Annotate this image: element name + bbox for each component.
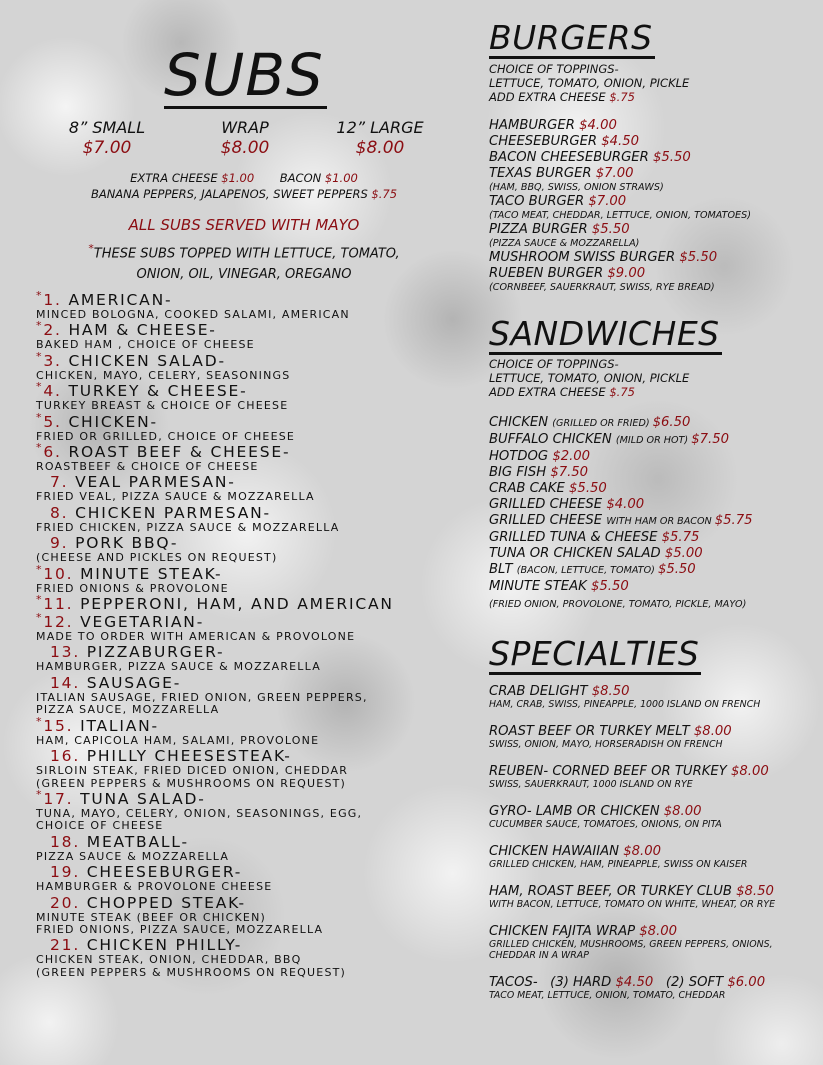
burgers-section — [489, 62, 809, 294]
tacos-hard-price: $4.50 — [615, 975, 654, 990]
sub-name-line — [36, 592, 456, 614]
sub-name-line — [36, 505, 456, 522]
sub-number: 19. — [50, 863, 87, 882]
sub-item — [36, 474, 456, 503]
specialty-name-line — [489, 884, 814, 899]
sub-desc: ITALIAN SAUSAGE, FRIED ONION, GREEN PEPPERS, PIZZA SAUCE, MOZZARELLA — [36, 690, 368, 717]
sub-name-line — [36, 895, 456, 912]
sub-name: CHICKEN- — [68, 412, 158, 431]
sub-number: 16. — [50, 747, 87, 766]
topped-note-text: THESE SUBS TOPPED WITH LETTUCE, TOMATO, — [93, 246, 400, 262]
item-name: HOTDOG — [489, 449, 553, 464]
specialty-item — [489, 684, 814, 710]
minute-steak-note: (FRIED ONION, PROVOLONE, TOMATO, PICKLE, MAYO) — [489, 599, 747, 610]
topped-note — [36, 238, 452, 285]
sub-number: *3. — [36, 349, 69, 370]
sub-name: PHILLY CHEESESTEAK- — [86, 747, 292, 766]
item-price: $5.00 — [664, 546, 703, 561]
tacos-soft-label: (2) SOFT — [665, 975, 724, 990]
sub-name-line — [36, 535, 456, 552]
sandwich-item — [489, 546, 809, 562]
sub-number: *12. — [36, 610, 81, 632]
sandwich-item — [489, 513, 809, 530]
sub-desc: MINUTE STEAK (BEEF OR CHICKEN) FRIED ONIONS, PIZZA SAUCE, MOZZARELLA — [36, 910, 324, 936]
sandwich-item — [489, 579, 809, 595]
sub-number: *17. — [36, 787, 81, 808]
sub-name-line — [36, 288, 456, 309]
sub-name: PIZZABURGER- — [86, 643, 225, 662]
sub-item — [36, 675, 456, 717]
sub-desc: FRIED ONIONS & PROVOLONE — [36, 581, 229, 595]
size-large — [330, 118, 430, 158]
sub-desc: MINCED BOLOGNA, COOKED SALAMI, AMERICAN — [36, 308, 350, 321]
burger-line — [489, 250, 809, 266]
specialty-item — [489, 724, 814, 750]
sub-desc: (CHEESE AND PICKLES ON REQUEST) — [36, 551, 278, 565]
item-price: $5.50 — [591, 222, 630, 237]
sub-desc: HAM, CAPICOLA HAM, SALAMI, PROVOLONE — [36, 733, 320, 747]
burger-line — [489, 150, 809, 166]
tacos-line — [489, 975, 814, 990]
specialty-desc: SWISS, SAUERKRAUT, 1000 ISLAND ON RYE — [489, 779, 693, 790]
burger-item — [489, 266, 809, 294]
sub-name: CHICKEN PARMESAN- — [75, 503, 271, 522]
item-option: (BACON, LETTUCE, TOMATO) — [516, 565, 658, 576]
sub-item — [36, 834, 456, 863]
sub-item — [36, 440, 456, 474]
item-price: $5.50 — [679, 250, 718, 265]
burger-line — [489, 134, 809, 150]
sandwich-item — [489, 449, 809, 465]
sub-item — [36, 610, 456, 644]
item-name: MUSHROOM SWISS BURGER — [489, 250, 680, 265]
item-name: CRAB DELIGHT — [489, 684, 592, 699]
sub-desc: HAMBURGER, PIZZA SAUCE & MOZZARELLA — [36, 660, 321, 674]
asterisk: * — [36, 714, 44, 728]
asterisk: * — [36, 787, 44, 801]
burger-item — [489, 134, 809, 150]
intro-line: LETTUCE, TOMATO, ONION, PICKLE — [489, 76, 690, 90]
sub-item — [36, 535, 456, 564]
sandwich-item — [489, 432, 809, 449]
extra-cheese-label: ADD EXTRA CHEESE — [489, 385, 606, 399]
burger-line — [489, 222, 809, 238]
tacos-soft-price: $6.00 — [727, 975, 766, 990]
extra-cheese-line — [489, 90, 809, 104]
item-price: $7.50 — [691, 432, 729, 447]
sub-name: TURKEY & CHEESE- — [68, 382, 248, 401]
burger-item — [489, 250, 809, 266]
burger-line — [489, 194, 809, 210]
sub-name-line — [36, 349, 456, 370]
asterisk: * — [36, 562, 44, 576]
sub-name: PORK BBQ- — [75, 534, 179, 553]
size-price: $8.00 — [220, 138, 270, 158]
subs-title: SUBS — [164, 44, 327, 109]
sub-number: 8. — [50, 503, 76, 522]
item-name: HAMBURGER — [489, 118, 580, 133]
sandwich-item — [489, 562, 809, 579]
sub-number: 13. — [50, 643, 87, 662]
item-price: $2.00 — [552, 449, 591, 464]
sub-name-line — [36, 937, 456, 954]
sub-desc: FRIED OR GRILLED, CHOICE OF CHEESE — [36, 429, 296, 443]
size-price: $8.00 — [355, 138, 405, 158]
sub-name: CHOPPED STEAK- — [86, 893, 246, 912]
specialty-name-line — [489, 724, 814, 739]
item-name: BLT — [489, 562, 517, 577]
burger-line — [489, 118, 809, 134]
sub-name: VEAL PARMESAN- — [75, 473, 236, 492]
sub-number: 20. — [50, 893, 87, 912]
item-name: GRILLED CHEESE — [489, 513, 607, 528]
asterisk: * — [36, 288, 44, 302]
item-note: (HAM, BBQ, SWISS, ONION STRAWS) — [489, 182, 664, 193]
item-name: CRAB CAKE — [489, 481, 570, 496]
item-price: $9.00 — [607, 266, 646, 281]
sandwiches-title: SANDWICHES — [489, 314, 720, 353]
sub-desc: SIRLOIN STEAK, FRIED DICED ONION, CHEDDAR (GREEN PEPPERS & MUSHROOMS ON REQUEST) — [36, 764, 349, 790]
topped-note-line-2: ONION, OIL, VINEGAR, OREGANO — [136, 267, 352, 283]
item-note: (TACO MEAT, CHEDDAR, LETTUCE, ONION, TOMATOES) — [489, 210, 751, 221]
sub-name-line — [36, 319, 456, 340]
sub-name-line — [36, 410, 456, 431]
sub-item — [36, 787, 456, 833]
sub-desc: HAMBURGER & PROVOLONE CHEESE — [36, 880, 273, 894]
sub-name-line — [36, 834, 456, 851]
sandwich-item — [489, 481, 809, 497]
size-wrap — [210, 118, 280, 158]
specialty-desc: GRILLED CHICKEN, HAM, PINEAPPLE, SWISS ON KAISER — [489, 859, 748, 870]
item-option: (MILD OR HOT) — [615, 435, 692, 446]
item-name: ROAST BEEF OR TURKEY MELT — [489, 724, 694, 739]
item-name: CHEESEBURGER — [489, 134, 602, 149]
item-option: WITH HAM OR BACON — [606, 516, 715, 527]
sub-name: CHICKEN SALAD- — [68, 351, 226, 370]
sub-item — [36, 349, 456, 382]
extra-cheese-price: $1.00 — [221, 171, 255, 185]
asterisk: * — [88, 242, 94, 255]
item-name: BACON CHEESEBURGER — [489, 150, 653, 165]
item-price: $8.00 — [623, 844, 661, 859]
sandwich-item — [489, 497, 809, 513]
specialty-desc: WITH BACON, LETTUCE, TOMATO ON WHITE, WHEAT, OR RYE — [489, 899, 776, 910]
asterisk: * — [36, 440, 44, 454]
sub-name-line — [36, 864, 456, 881]
size-label: 8” SMALL — [68, 118, 146, 137]
sub-item — [36, 410, 456, 443]
item-option: (GRILLED OR FRIED) — [552, 418, 653, 429]
item-name: REUBEN- CORNED BEEF OR TURKEY — [489, 764, 731, 779]
asterisk: * — [36, 610, 44, 624]
sub-name: AMERICAN- — [68, 291, 173, 309]
sub-number: 9. — [50, 534, 76, 553]
sub-desc: FRIED CHICKEN, PIZZA SAUCE & MOZZARELLA — [36, 520, 340, 534]
item-name: TACO BURGER — [489, 194, 589, 209]
item-name: TUNA OR CHICKEN SALAD — [489, 546, 665, 561]
item-price: $4.00 — [579, 118, 617, 133]
sub-name: TUNA SALAD- — [80, 789, 206, 808]
sub-item — [36, 644, 456, 673]
extras-line-2 — [36, 186, 452, 202]
specialty-item — [489, 924, 814, 961]
bacon-label: BACON — [279, 171, 322, 185]
sub-item — [36, 592, 456, 614]
sub-number: *11. — [36, 592, 81, 614]
item-note: (CORNBEEF, SAUERKRAUT, SWISS, RYE BREAD) — [489, 282, 715, 293]
item-price: $7.50 — [550, 465, 589, 480]
sub-name: MEATBALL- — [86, 832, 189, 851]
burger-item — [489, 222, 809, 250]
sub-sizes — [62, 118, 442, 166]
sub-extras — [36, 170, 452, 202]
sub-number: 21. — [50, 936, 87, 955]
sub-name-line — [36, 675, 456, 692]
sub-item — [36, 562, 456, 595]
specialty-item — [489, 884, 814, 910]
item-price: $7.00 — [595, 166, 634, 181]
tacos-desc: TACO MEAT, LETTUCE, ONION, TOMATO, CHEDDAR — [489, 990, 726, 1001]
item-price: $8.00 — [693, 724, 732, 739]
sub-number: *15. — [36, 714, 81, 735]
tacos-item — [489, 975, 814, 1001]
item-note: (PIZZA SAUCE & MOZZARELLA) — [489, 238, 640, 249]
tacos-hard-label: (3) HARD — [550, 975, 612, 990]
sub-number: 14. — [50, 673, 87, 692]
sub-item — [36, 319, 456, 352]
peppers-label: BANANA PEPPERS, JALAPENOS, SWEET PEPPERS — [90, 187, 368, 201]
intro-line: CHOICE OF TOPPINGS- — [489, 62, 619, 76]
burger-item — [489, 166, 809, 194]
intro-line: CHOICE OF TOPPINGS- — [489, 357, 619, 371]
sub-name: PEPPERONI, HAM, AND AMERICAN — [80, 595, 394, 614]
tacos-label: TACOS- — [489, 975, 538, 990]
sub-name-line — [36, 714, 456, 735]
sandwich-item — [489, 415, 809, 432]
specialty-name-line — [489, 684, 814, 699]
item-name: CHICKEN FAJITA WRAP — [489, 924, 640, 939]
item-name: HAM, ROAST BEEF, OR TURKEY CLUB — [489, 884, 737, 899]
item-name: GRILLED CHEESE — [489, 497, 607, 512]
extras-line-1 — [36, 170, 452, 186]
specialties-section — [489, 684, 814, 1015]
sub-name: CHICKEN PHILLY- — [86, 936, 243, 955]
size-small — [62, 118, 152, 158]
item-price: $5.50 — [590, 579, 629, 594]
item-name: GRILLED TUNA & CHEESE — [489, 530, 662, 545]
sub-desc: BAKED HAM , CHOICE OF CHEESE — [36, 338, 255, 352]
burger-item — [489, 118, 809, 134]
sub-name: SAUSAGE- — [86, 673, 182, 692]
sub-name: HAM & CHEESE- — [68, 321, 217, 340]
burgers-intro — [489, 62, 809, 104]
sub-item — [36, 748, 456, 790]
sandwich-item — [489, 465, 809, 481]
item-price: $4.00 — [606, 497, 645, 512]
specialty-name-line — [489, 764, 814, 779]
size-label: WRAP — [221, 118, 269, 137]
sandwich-item — [489, 530, 809, 546]
burger-item — [489, 150, 809, 166]
specialty-name-line — [489, 844, 814, 859]
item-price: $8.50 — [736, 884, 774, 899]
sub-desc: FRIED VEAL, PIZZA SAUCE & MOZZARELLA — [36, 490, 315, 504]
item-name: BUFFALO CHICKEN — [489, 432, 616, 447]
specialties-title: SPECIALTIES — [489, 634, 700, 673]
sub-desc: TURKEY BREAST & CHOICE OF CHEESE — [36, 399, 289, 413]
item-name: GYRO- LAMB OR CHICKEN — [489, 804, 664, 819]
item-price: $5.50 — [657, 562, 696, 577]
sub-desc: CHICKEN STEAK, ONION, CHEDDAR, BBQ (GREEN PEPPERS & MUSHROOMS ON REQUEST) — [36, 953, 347, 979]
sub-item — [36, 380, 456, 413]
sub-item — [36, 864, 456, 893]
specialty-desc: CUCUMBER SAUCE, TOMATOES, ONIONS, ON PITA — [489, 819, 722, 830]
sub-item — [36, 714, 456, 747]
burgers-title: BURGERS — [489, 18, 653, 57]
specialty-item — [489, 804, 814, 830]
burger-item — [489, 194, 809, 222]
bacon-price: $1.00 — [324, 171, 358, 185]
item-price: $8.00 — [663, 804, 702, 819]
item-name: CHICKEN — [489, 415, 553, 430]
specialty-item — [489, 844, 814, 870]
specialties-list — [489, 684, 814, 961]
sub-name-line — [36, 440, 456, 462]
sub-number: *2. — [36, 319, 69, 340]
item-name: RUEBEN BURGER — [489, 266, 608, 281]
sub-number: 7. — [50, 473, 76, 492]
sub-name-line — [36, 610, 456, 632]
item-name: MINUTE STEAK — [489, 579, 591, 594]
sub-desc: TUNA, MAYO, CELERY, ONION, SEASONINGS, EGG, CHOICE OF CHEESE — [36, 806, 363, 833]
sub-item — [36, 505, 456, 534]
sandwiches-intro — [489, 357, 809, 399]
item-price: $8.00 — [639, 924, 678, 939]
item-price: $8.50 — [591, 684, 630, 699]
asterisk: * — [36, 349, 44, 363]
sub-name-line — [36, 474, 456, 491]
extra-cheese-label: EXTRA CHEESE — [130, 171, 218, 185]
item-price: $6.50 — [652, 415, 691, 430]
sandwiches-section — [489, 357, 809, 611]
item-price: $5.50 — [569, 481, 607, 496]
burger-line — [489, 266, 809, 282]
item-price: $7.00 — [588, 194, 627, 209]
sub-number: *1. — [36, 288, 69, 309]
sub-name-line — [36, 562, 456, 583]
sub-name: ITALIAN- — [80, 716, 159, 735]
sub-desc: MADE TO ORDER WITH AMERICAN & PROVOLONE — [36, 630, 356, 644]
specialty-name-line — [489, 924, 814, 939]
sub-item — [36, 895, 456, 937]
sub-name-line — [36, 380, 456, 401]
extra-cheese-line — [489, 385, 809, 399]
sandwich-list — [489, 415, 809, 595]
sub-desc: ROASTBEEF & CHOICE OF CHEESE — [36, 460, 259, 474]
sub-list — [36, 288, 456, 980]
item-name: CHICKEN HAWAIIAN — [489, 844, 624, 859]
specialty-name-line — [489, 804, 814, 819]
asterisk: * — [36, 592, 44, 606]
item-price: $8.00 — [730, 764, 769, 779]
sub-name-line — [36, 748, 456, 765]
asterisk: * — [36, 380, 44, 394]
item-price: $4.50 — [601, 134, 640, 149]
sub-desc: CHICKEN, MAYO, CELERY, SEASONINGS — [36, 368, 291, 382]
size-label: 12” LARGE — [336, 118, 424, 137]
sub-item — [36, 288, 456, 321]
sub-name-line — [36, 644, 456, 661]
item-price: $5.75 — [661, 530, 700, 545]
sub-name-line — [36, 787, 456, 808]
item-name: TEXAS BURGER — [489, 166, 596, 181]
sub-number: 18. — [50, 832, 87, 851]
extra-cheese-label: ADD EXTRA CHEESE — [489, 90, 606, 104]
specialty-desc: SWISS, ONION, MAYO, HORSERADISH ON FRENCH — [489, 739, 723, 750]
sub-name: MINUTE STEAK- — [80, 564, 223, 583]
extra-cheese-price: $.75 — [609, 90, 635, 104]
item-price: $5.75 — [714, 513, 753, 528]
sub-number: *10. — [36, 562, 81, 583]
topped-note-line-1 — [36, 238, 452, 264]
sub-number: *4. — [36, 380, 69, 401]
mayo-note: ALL SUBS SERVED WITH MAYO — [128, 216, 360, 234]
sub-name: ROAST BEEF & CHEESE- — [68, 443, 291, 462]
item-price: $5.50 — [652, 150, 691, 165]
size-price: $7.00 — [82, 138, 132, 158]
sub-number: *6. — [36, 440, 69, 462]
sub-item — [36, 937, 456, 979]
item-name: PIZZA BURGER — [489, 222, 592, 237]
extra-cheese-price: $.75 — [609, 385, 635, 399]
specialty-desc: GRILLED CHICKEN, MUSHROOMS, GREEN PEPPERS, ONIONS, CHEDDAR IN A WRAP — [489, 939, 773, 961]
burger-line — [489, 166, 809, 182]
sub-name: VEGETARIAN- — [80, 613, 205, 632]
intro-line: LETTUCE, TOMATO, ONION, PICKLE — [489, 371, 690, 385]
sub-number: *5. — [36, 410, 69, 431]
peppers-price: $.75 — [371, 187, 398, 201]
item-name: BIG FISH — [489, 465, 551, 480]
sub-desc: PIZZA SAUCE & MOZZARELLA — [36, 849, 230, 863]
burger-list — [489, 118, 809, 294]
specialty-desc: HAM, CRAB, SWISS, PINEAPPLE, 1000 ISLAND ON FRENCH — [489, 699, 761, 710]
sub-name: CHEESEBURGER- — [86, 863, 243, 882]
asterisk: * — [36, 410, 44, 424]
specialty-item — [489, 764, 814, 790]
asterisk: * — [36, 319, 44, 333]
